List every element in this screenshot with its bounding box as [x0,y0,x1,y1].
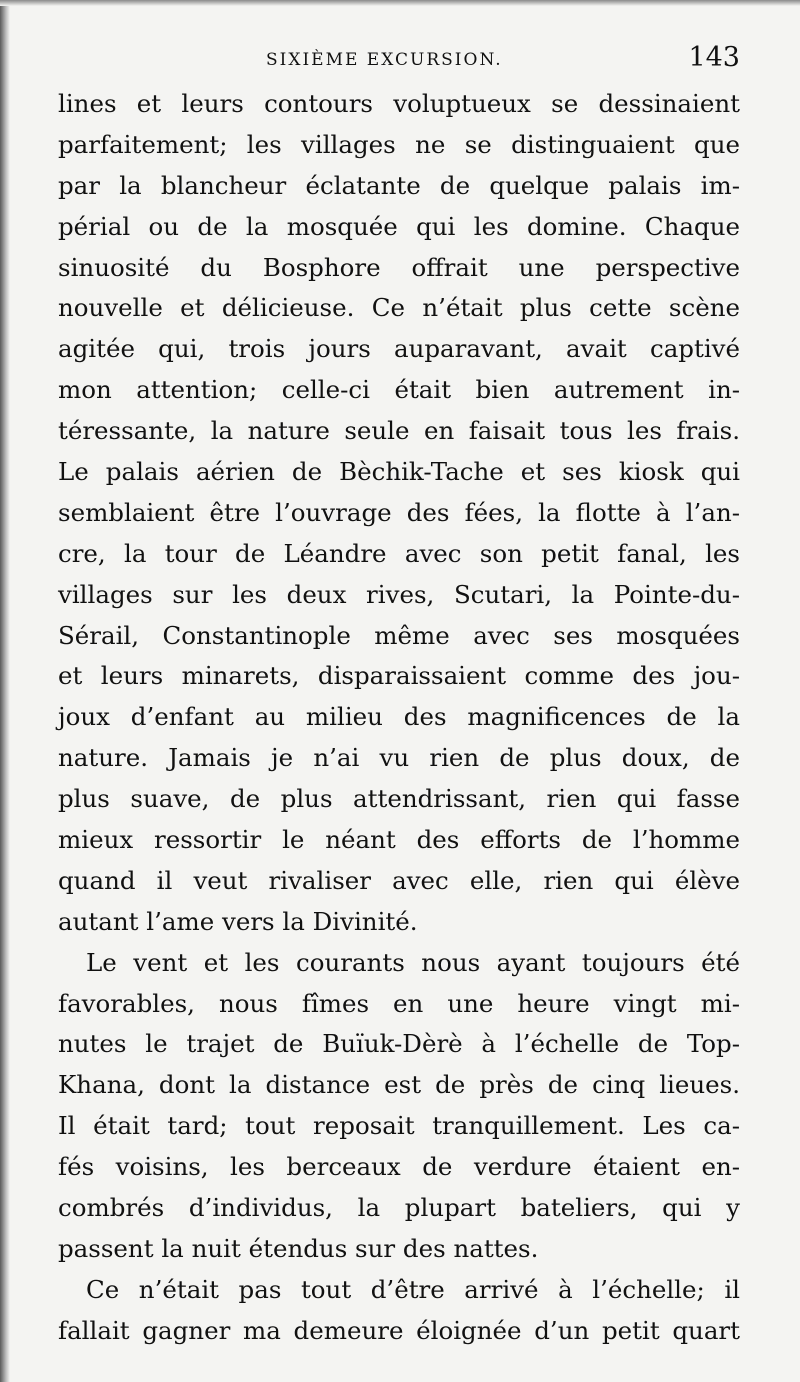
text-line: Sérail, Constantinople même avec ses mosquées [58,620,740,650]
text-line: nouvelle et délicieuse. Ce n’était plus cette scène [58,293,740,323]
text-line: Khana, dont la distance est de près de cinq lieues. [58,1070,740,1100]
text-line: cre, la tour de Léandre avec son petit fanal, les [58,538,740,568]
text-line: nature. Jamais je n’ai vu rien de plus doux, de [58,743,740,773]
text-line: Le vent et les courants nous ayant toujours été [86,947,740,977]
text-line: Ce n’était pas tout d’être arrivé à l’échelle; il [86,1274,740,1304]
text-line: quand il veut rivaliser avec elle, rien qui élève [58,865,740,895]
text-line: Il était tard; tout reposait tranquillement. Les ca- [58,1111,740,1141]
text-line: agitée qui, trois jours auparavant, avait captivé [58,334,740,364]
text-line: parfaitement; les villages ne se distinguaient que [58,129,740,159]
text-line: par la blancheur éclatante de quelque palais im- [58,170,740,200]
body-text [58,84,740,1352]
text-line: plus suave, de plus attendrissant, rien qui fasse [58,784,740,814]
text-line: combrés d’individus, la plupart bateliers, qui y [58,1193,740,1223]
text-line: téressante, la nature seule en faisait tous les frais. [58,416,740,446]
text-line: mon attention; celle-ci était bien autrement in- [58,375,740,405]
running-title: SIXIÈME EXCURSION. [266,50,503,70]
text-line: villages sur les deux rives, Scutari, la Pointe-du- [58,579,740,609]
text-line: semblaient être l’ouvrage des fées, la flotte à l’an- [58,497,740,527]
text-line: fallait gagner ma demeure éloignée d’un petit quart [58,1315,740,1345]
text-line: Le palais aérien de Bèchik-Tache et ses kiosk qui [58,457,740,487]
text-line: sinuosité du Bosphore offrait une perspective [58,252,740,282]
text-line: mieux ressortir le néant des efforts de l’homme [58,825,740,855]
text-line: et leurs minarets, disparaissaient comme des jou- [58,661,740,691]
text-line: fés voisins, les berceaux de verdure étaient en- [58,1152,740,1182]
text-line: favorables, nous fîmes en une heure vingt mi- [58,988,740,1018]
text-line: lines et leurs contours voluptueux se dessinaient [58,89,740,118]
page-number: 143 [688,42,740,73]
text-line: nutes le trajet de Buïuk-Dèrè à l’échelle de Top- [58,1029,740,1059]
running-head [58,42,740,82]
text-line: joux d’enfant au milieu des magnificences de la [58,702,740,732]
text-line: autant l’ame vers la Divinité. [58,906,418,936]
text-line: périal ou de la mosquée qui les domine. Chaque [58,211,740,241]
text-line: passent la nuit étendus sur des nattes. [58,1233,539,1263]
